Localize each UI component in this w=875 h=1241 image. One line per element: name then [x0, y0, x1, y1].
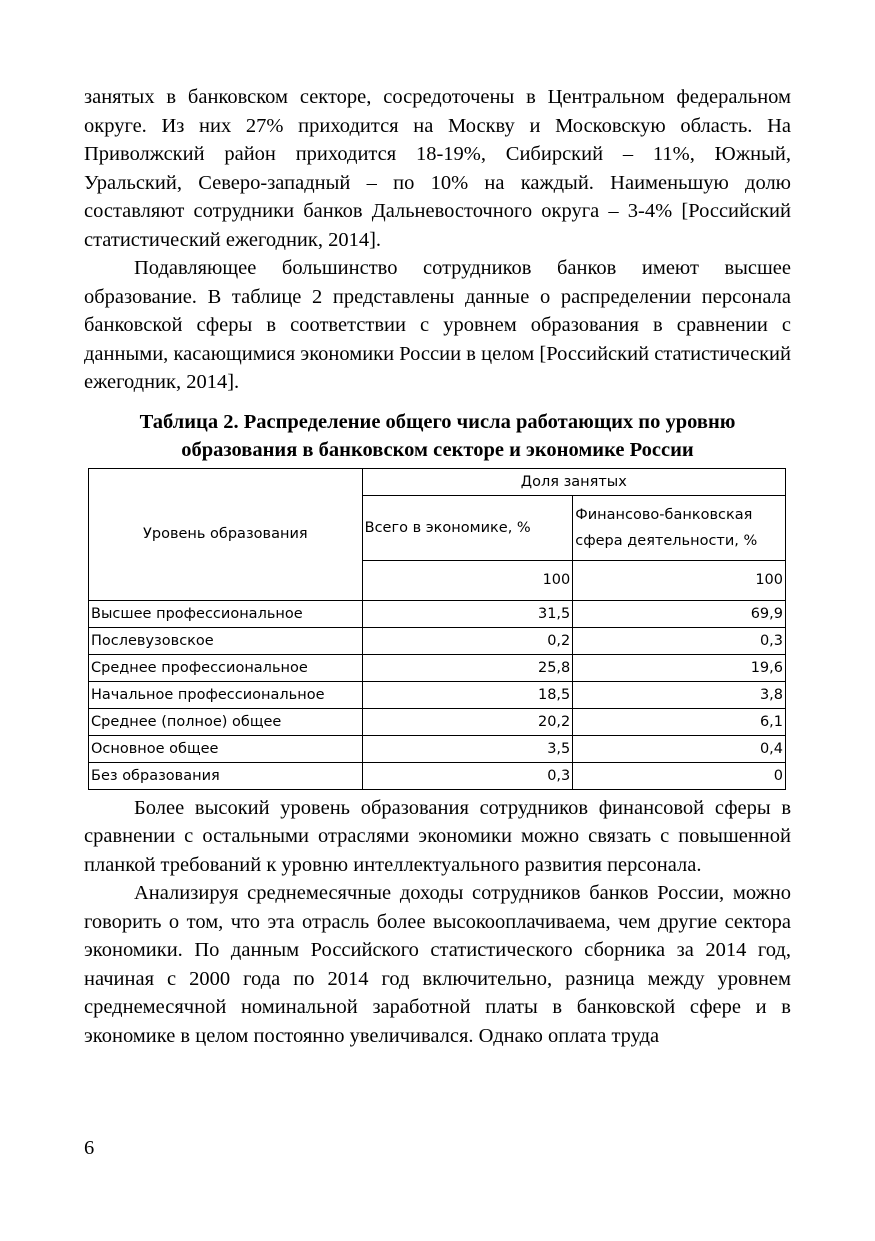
- row-banking-value: 3,8: [573, 681, 786, 708]
- table-row: [89, 708, 786, 735]
- row-label: Высшее профессиональное: [89, 600, 363, 627]
- total-banking-value: 100: [573, 560, 786, 600]
- row-banking-value: 19,6: [573, 654, 786, 681]
- table-caption-line-1: Таблица 2. Распределение общего числа работающих по уровню: [139, 410, 736, 433]
- table-row: [89, 762, 786, 789]
- header-banking-line-2: сфера деятельности, %: [575, 532, 758, 549]
- table-row: [89, 735, 786, 762]
- total-economy-value: 100: [362, 560, 573, 600]
- row-banking-value: 6,1: [573, 708, 786, 735]
- paragraph-education-intro: Подавляющее большинство сотрудников банков имеют высшее образование. В таблице 2 представлены данные о распределении персонала банковской сферы в соответствии с уровнем образования в сравнении с данными, касающимися экономики России в целом [Российский статистический ежегодник, 2014].: [84, 257, 791, 393]
- header-banking-sector: [573, 495, 786, 560]
- header-total-economy: Всего в экономике, %: [362, 495, 573, 560]
- row-economy-value: 31,5: [362, 600, 573, 627]
- paragraph-regional-distribution: занятых в банковском секторе, сосредоточены в Центральном федеральном округе. Из них 27% приходится на Москву и Московскую область. На Приволжский район приходится 18-19%, Сибирский – 11%, Южный, Уральский, Северо-западный – по 10% на каждый. Наименьшую долю составляют сотрудники банков Дальневосточного округа – 3-4% [Российский статистический ежегодник, 2014].: [84, 86, 791, 251]
- row-economy-value: 18,5: [362, 681, 573, 708]
- row-banking-value: 0,3: [573, 627, 786, 654]
- table-row: [89, 627, 786, 654]
- row-banking-value: 0,4: [573, 735, 786, 762]
- paragraph-education-conclusion: Более высокий уровень образования сотрудников финансовой сферы в сравнении с остальными отраслями экономики можно связать с повышенной планкой требований к уровню интеллектуального развития персонала.: [84, 796, 791, 876]
- document-page: [84, 83, 791, 1050]
- page-number: 6: [84, 1137, 95, 1159]
- header-share-employed: Доля занятых: [362, 468, 785, 495]
- education-distribution-table: [88, 468, 786, 790]
- table-caption-line-2: образования в банковском секторе и экономике России: [181, 438, 694, 461]
- table-row: [89, 600, 786, 627]
- table-caption: [84, 408, 791, 464]
- row-label: Среднее (полное) общее: [89, 708, 363, 735]
- table-row: [89, 654, 786, 681]
- table-row: [89, 681, 786, 708]
- row-label: Без образования: [89, 762, 363, 789]
- row-label: Послевузовское: [89, 627, 363, 654]
- header-education-level: Уровень образования: [89, 468, 363, 600]
- paragraph-income-analysis: Анализируя среднемесячные доходы сотрудников банков России, можно говорить о том, что эта отрасль более высокооплачиваема, чем другие сектора экономики. По данным Российского статистического сборника за 2014 год, начиная с 2000 года по 2014 год включительно, разница между уровнем среднемесячной номинальной заработной платы в банковской сфере и в экономике в целом постоянно увеличивался. Однако оплата труда: [84, 882, 791, 1047]
- header-banking-line-1: Финансово-банковская: [575, 506, 753, 523]
- row-economy-value: 0,3: [362, 762, 573, 789]
- row-banking-value: 0: [573, 762, 786, 789]
- row-economy-value: 25,8: [362, 654, 573, 681]
- row-banking-value: 69,9: [573, 600, 786, 627]
- row-label: Основное общее: [89, 735, 363, 762]
- row-economy-value: 20,2: [362, 708, 573, 735]
- row-economy-value: 3,5: [362, 735, 573, 762]
- row-label: Среднее профессиональное: [89, 654, 363, 681]
- row-label: Начальное профессиональное: [89, 681, 363, 708]
- row-economy-value: 0,2: [362, 627, 573, 654]
